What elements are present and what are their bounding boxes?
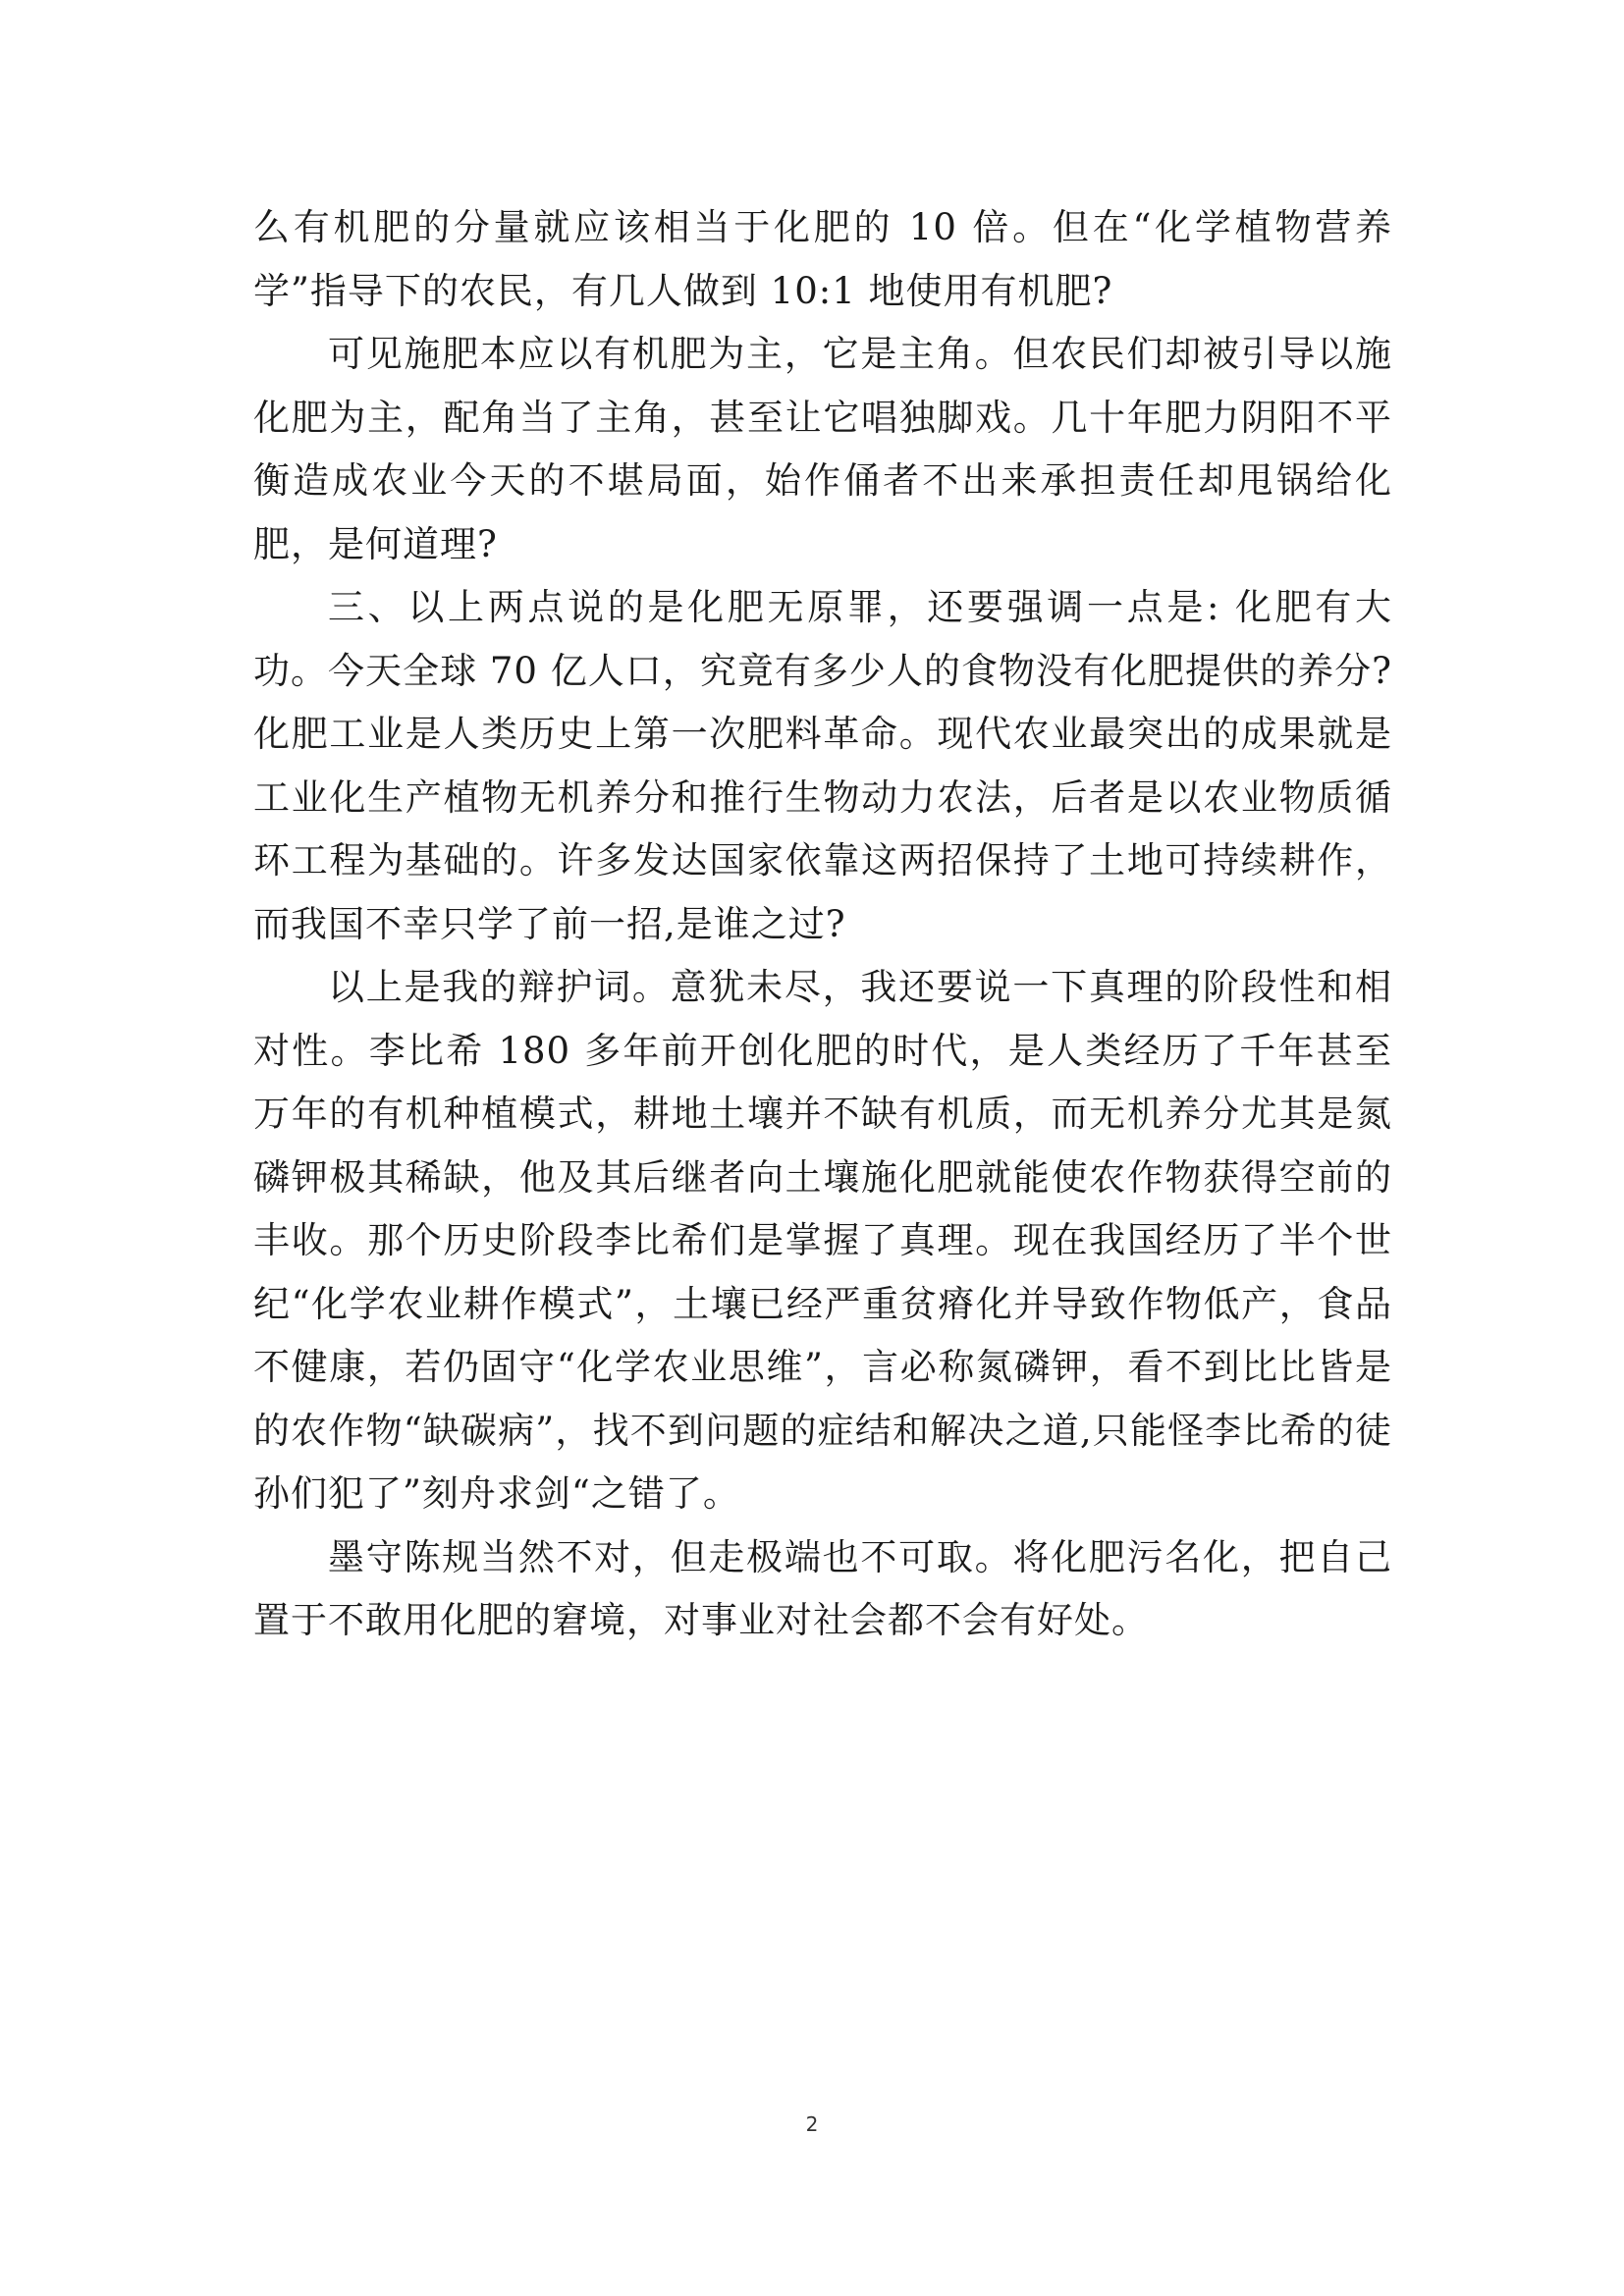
document-body <box>253 196 1392 1653</box>
paragraph-2: 可见施肥本应以有机肥为主，它是主角。但农民们却被引导以施化肥为主，配角当了主角，甚至让它唱独脚戏。几十年肥力阴阳不平衡造成农业今天的不堪局面，始作俑者不出来承担责任却甩锅给化肥，是何道理? <box>253 333 1392 565</box>
page-number: 2 <box>805 2112 819 2136</box>
paragraph-5: 墨守陈规当然不对，但走极端也不可取。将化肥污名化，把自己置于不敢用化肥的窘境，对事业对社会都不会有好处。 <box>253 1535 1392 1641</box>
paragraph-3: 三、以上两点说的是化肥无原罪，还要强调一点是: 化肥有大功。今天全球 70 亿人口，究竟有多少人的食物没有化肥提供的养分? 化肥工业是人类历史上第一次肥料革命。现代农业最突出的成果就是工业化生产植物无机养分和推行生物动力农法，后者是以农业物质循环工程为基础的。许多发达国家依靠这两招保持了土地可持续耕作，而我国不幸只学了前一招,是谁之过? <box>253 586 1392 945</box>
paragraph-4: 以上是我的辩护词。意犹未尽，我还要说一下真理的阶段性和相对性。李比希 180 多年前开创化肥的时代，是人类经历了千年甚至万年的有机种植模式，耕地土壤并不缺有机质，而无机养分尤其是氮磷钾极其稀缺，他及其后继者向土壤施化肥就能使农作物获得空前的丰收。那个历史阶段李比希们是掌握了真理。现在我国经历了半个世纪“化学农业耕作模式”，土壤已经严重贫瘠化并导致作物低产，食品不健康，若仍固守“化学农业思维”，言必称氮磷钾，看不到比比皆是的农作物“缺碳病”，找不到问题的症结和解决之道,只能怪李比希的徒孙们犯了”刻舟求剑“之错了。 <box>253 966 1392 1515</box>
paragraph-1: 么有机肥的分量就应该相当于化肥的 10 倍。但在“化学植物营养学”指导下的农民，有几人做到 10:1 地使用有机肥? <box>253 206 1392 312</box>
